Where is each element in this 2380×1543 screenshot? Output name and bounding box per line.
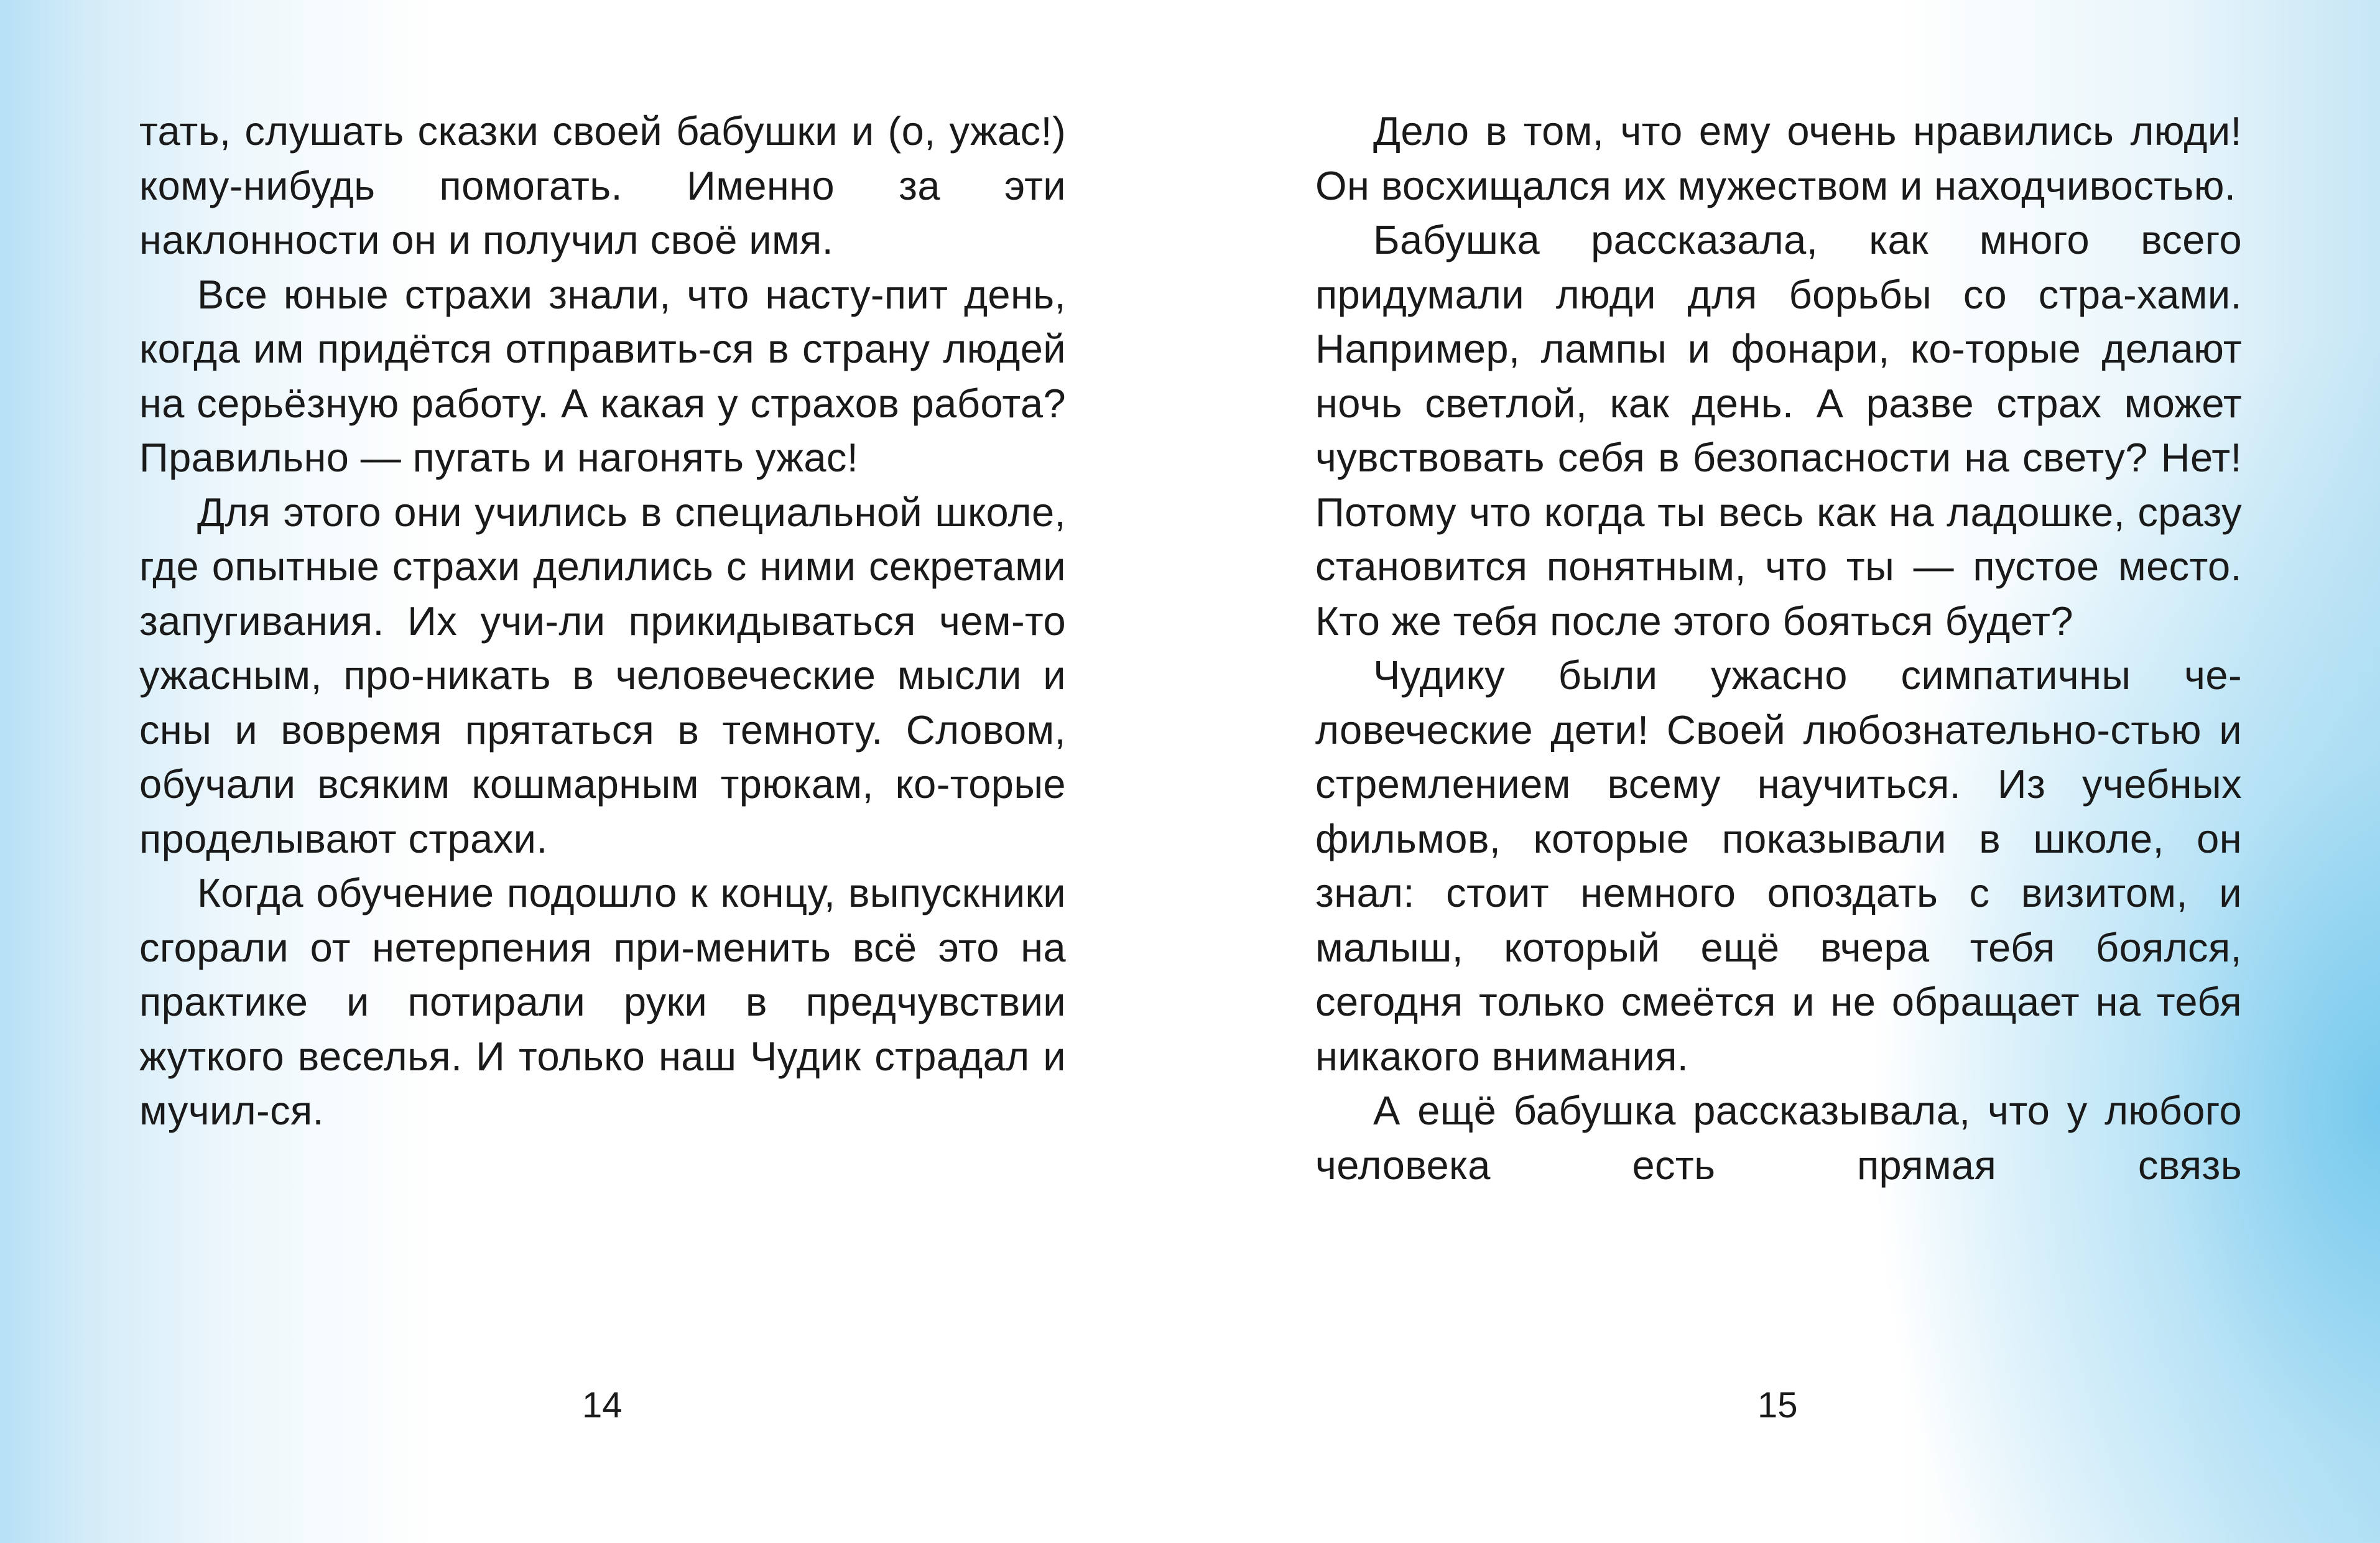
paragraph: Для этого они учились в специальной школе, где опытные страхи делились с ними секретами запугивания. Их учи-ли прикидываться чем-то ужасным, про-никать в человеческие мысли и сны и вовремя прятаться в темноту. Словом, обучали всяким кошмарным трюкам, ко-торые проделывают страхи.: [139, 489, 1066, 861]
paragraph: Бабушка рассказала, как много всего придумали люди для борьбы со стра-хами. Например, лампы и фонари, ко-торые делают ночь светлой, как день. А разве страх может чувствовать себя в безопасности на свету? Нет! Потому что когда ты весь как на ладошке, сразу становится понятным, что ты — пустое место. Кто же тебя после этого бояться будет?: [1315, 217, 2242, 644]
page-number-left: 14: [582, 1385, 623, 1425]
right-page-text: [1315, 104, 2242, 1192]
paragraph: тать, слушать сказки своей бабушки и (о, ужас!) кому-нибудь помогать. Именно за эти наклонности он и получил своё имя.: [139, 108, 1066, 262]
left-page: [139, 104, 1066, 1138]
paragraph: Когда обучение подошло к концу, выпускники сгорали от нетерпения при-менить всё это на практике и потирали руки в предчувствии жуткого веселья. И только наш Чудик страдал и мучил-ся.: [139, 870, 1066, 1133]
paragraph: А ещё бабушка рассказывала, что у любого человека есть прямая связь: [1315, 1088, 2242, 1188]
paragraph: Все юные страхи знали, что насту-пит день, когда им придётся отправить-ся в страну людей на серьёзную работу. А какая у страхов работа? Правильно — пугать и нагонять ужас!: [139, 271, 1066, 480]
paragraph: Чудику были ужасно симпатичны че-ловеческие дети! Своей любознательно-стью и стремлением всему научиться. Из учебных фильмов, которые показывали в школе, он знал: стоит немного опоздать с визитом, и малыш, который ещё вчера тебя боялся, сегодня только смеётся и не обращает на тебя никакого внимания.: [1315, 652, 2242, 1079]
paragraph: Дело в том, что ему очень нравились люди! Он восхищался их мужеством и находчивостью.: [1315, 108, 2242, 208]
left-page-text: [139, 104, 1066, 1138]
page-number-right: 15: [1757, 1385, 1798, 1425]
right-page: [1315, 104, 2242, 1192]
